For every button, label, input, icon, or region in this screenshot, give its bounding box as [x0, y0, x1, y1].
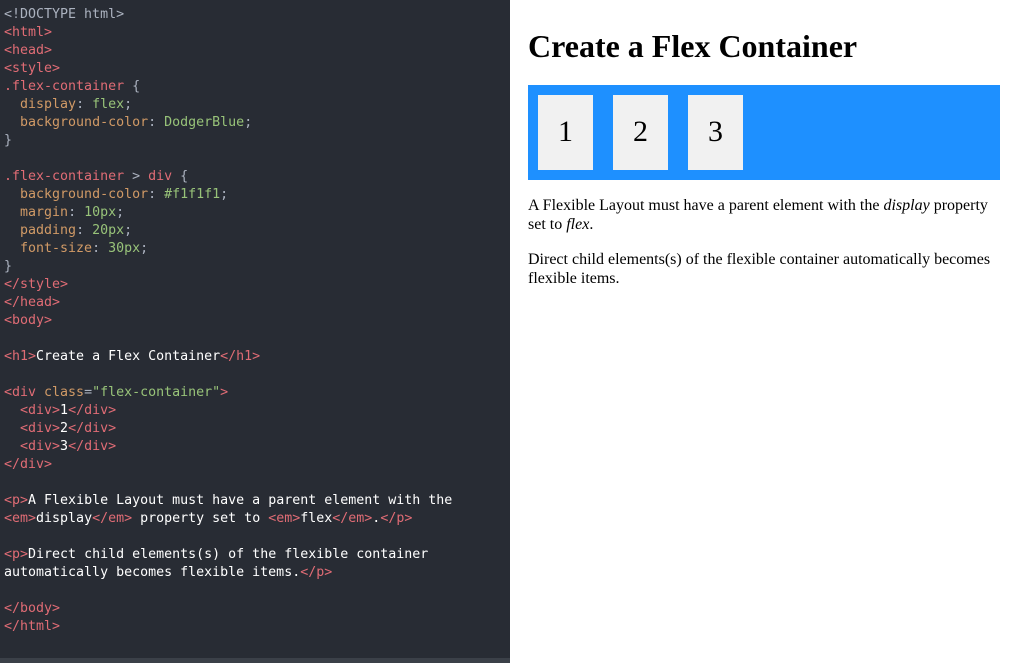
- paragraph1-text-part3: .: [589, 215, 594, 233]
- paragraph1-emphasis-display: display: [883, 196, 930, 214]
- description-paragraph-2: Direct child elements(s) of the flexible container automatically becomes flexible items.: [528, 251, 991, 288]
- flex-container: [528, 85, 1000, 180]
- html-source-code[interactable]: <!DOCTYPE html> <html> <head> <style> .flex-container { display: flex; background-color: DodgerBlue; } .flex-container > div { background-color: #f1f1f1; margin: 10px; padding: 20px; font-size: 30px; } </style> </head> <body> <h1>Create a Flex Container</h1> <div class="flex-container"> <div>1</div> <div>2</div> <div>3</div> </div> <p>A Flexible Layout must have a parent element with the <em>display</em> property set to <em>flex</em>.</p> <p>Direct child elements(s) of the flexible container automatically becomes flexible items.</p> </body> </html>: [4, 7, 453, 634]
- paragraph1-emphasis-flex: flex: [566, 215, 590, 233]
- page-title: Create a Flex Container: [528, 28, 858, 64]
- code-doctype: <!DOCTYPE html>: [4, 7, 125, 22]
- rendered-preview-pane: [510, 0, 1010, 663]
- flex-item: 3: [688, 95, 743, 170]
- flex-item: 2: [613, 95, 668, 170]
- description-paragraph-1: [528, 196, 1002, 234]
- flex-item: 1: [538, 95, 593, 170]
- paragraph1-text-part2: property set to: [528, 196, 988, 233]
- paragraph1-text-part1: A Flexible Layout must have a parent element with the: [528, 196, 884, 214]
